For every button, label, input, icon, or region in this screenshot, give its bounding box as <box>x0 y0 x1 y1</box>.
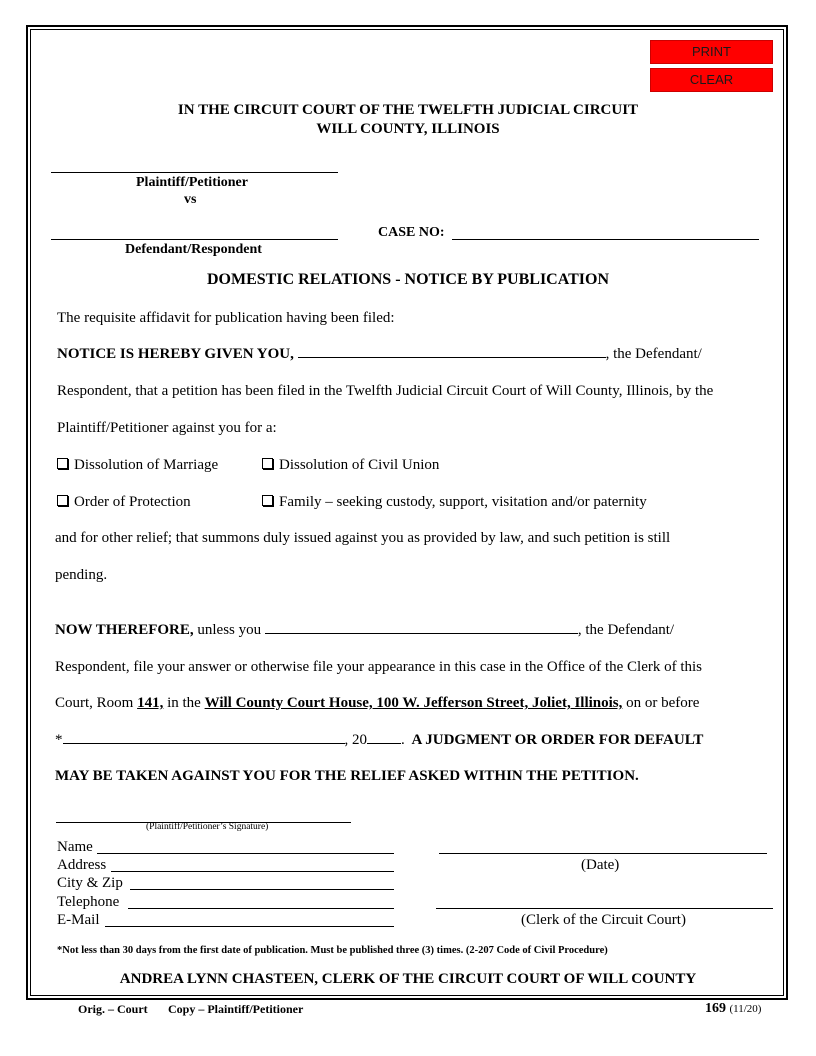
email-label: E-Mail <box>57 912 100 928</box>
name-field[interactable] <box>97 853 394 854</box>
pending-line: pending. <box>55 567 108 583</box>
defendant-label: Defendant/Respondent <box>125 242 262 257</box>
form-date: (11/20) <box>729 1003 762 1015</box>
may-be-taken-text: MAY BE TAKEN AGAINST YOU FOR THE RELIEF ASKED WITHIN THE <box>55 768 558 784</box>
telephone-label: Telephone <box>57 894 120 910</box>
deadline-line: * , 20 . A JUDGMENT OR ORDER FOR DEFAULT <box>55 732 704 748</box>
now-tail: , the Defendant/ <box>577 622 675 638</box>
form-title: DOMESTIC RELATIONS - NOTICE BY PUBLICATION <box>207 271 609 288</box>
vs-label: vs <box>184 192 197 207</box>
intro-text: The requisite affidavit for publication having been filed: <box>57 310 395 326</box>
checkbox-family[interactable] <box>262 495 273 506</box>
option-dissolution-civil-union[interactable] <box>262 457 439 474</box>
option-dissolution-marriage[interactable] <box>57 457 218 474</box>
case-no-field[interactable] <box>452 239 759 240</box>
petition-line: Respondent, that a petition has been filed in the Twelfth Judicial Circuit Court of Will County, Illinois, by the <box>57 383 714 399</box>
now-therefore-line <box>55 622 674 639</box>
court-header-line1: IN THE CIRCUIT COURT OF THE TWELFTH JUDICIAL CIRCUIT <box>177 102 639 118</box>
on-or-before: on or before <box>626 695 700 711</box>
city-zip-label: City & Zip <box>57 875 123 891</box>
court-address: Will County Court House, 100 W. Jefferson Street, Joliet, Illinois, <box>204 695 623 711</box>
print-button[interactable]: PRINT <box>650 40 773 64</box>
clear-button[interactable]: CLEAR <box>650 68 773 92</box>
option-label: Dissolution of Civil Union <box>279 457 440 473</box>
asterisk: * <box>55 732 63 748</box>
deadline-date-field[interactable] <box>63 742 345 744</box>
signature-label: (Plaintiff/Petitioner’s Signature) <box>146 822 269 832</box>
deadline-year-field[interactable] <box>367 742 401 744</box>
court-room-prefix: Court, Room <box>55 695 134 711</box>
court-header-line2: WILL COUNTY, ILLINOIS <box>316 121 500 137</box>
address-label: Address <box>57 857 107 873</box>
form-number <box>705 1001 761 1017</box>
clerk-label: (Clerk of the Circuit Court) <box>521 912 686 928</box>
clerk-signature-field[interactable] <box>436 908 773 909</box>
against-line: Plaintiff/Petitioner against you for a: <box>57 420 277 436</box>
form-number-value: 169 <box>705 1001 726 1016</box>
email-field[interactable] <box>105 926 394 927</box>
in-the-text: in the <box>167 695 201 711</box>
file-line: Respondent, file your answer or otherwise file your appearance in this case in the Office of the Clerk of this <box>55 659 703 675</box>
option-label: Family – seeking custody, support, visitation and/or paternity <box>279 494 647 510</box>
checkbox-order-protection[interactable] <box>57 495 68 506</box>
now-text: unless you <box>197 622 262 638</box>
footer-orig: Orig. – Court <box>78 1002 148 1016</box>
checkbox-dissolution-marriage[interactable] <box>57 458 68 469</box>
address-field[interactable] <box>111 871 394 872</box>
notice-line <box>57 346 702 363</box>
city-zip-field[interactable] <box>130 889 394 890</box>
judgment-bold: A JUDGMENT OR ORDER FOR DEFAULT <box>411 732 704 748</box>
option-label: Order of Protection <box>74 494 191 510</box>
option-order-protection[interactable] <box>57 494 191 511</box>
telephone-field[interactable] <box>128 908 394 909</box>
option-label: Dissolution of Marriage <box>74 457 219 473</box>
case-no-label: CASE NO: <box>378 225 445 240</box>
date-label: (Date) <box>581 857 620 873</box>
defendant-notice-field[interactable] <box>298 356 606 358</box>
relief-line: and for other relief; that summons duly issued against you as provided by law, and such petition is still <box>55 530 671 546</box>
year-prefix: , 20 <box>344 732 367 748</box>
clerk-name: ANDREA LYNN CHASTEEN, CLERK OF THE CIRCUIT COURT OF WILL COUNTY <box>119 971 697 987</box>
notice-bold: NOTICE IS HEREBY GIVEN YOU, <box>57 346 294 362</box>
plaintiff-label: Plaintiff/Petitioner <box>136 175 248 190</box>
may-be-taken-line <box>55 768 639 785</box>
notice-tail: , the Defendant/ <box>605 346 702 362</box>
plaintiff-name-field[interactable] <box>51 172 338 173</box>
footnote: *Not less than 30 days from the first date of publication. Must be published three (3) times. (2-207 Code of Civil Procedure) <box>57 945 608 956</box>
name-row <box>57 839 93 856</box>
petition-word: PETITION. <box>561 768 639 784</box>
room-number: 141, <box>137 695 164 711</box>
courtroom-line <box>55 695 699 712</box>
defendant-now-field[interactable] <box>265 632 578 634</box>
name-label: Name <box>57 839 93 855</box>
defendant-name-field[interactable] <box>51 239 338 240</box>
date-field[interactable] <box>439 853 767 854</box>
now-therefore-bold: NOW THEREFORE, <box>55 622 194 638</box>
footer-copy: Copy – Plaintiff/Petitioner <box>168 1002 304 1016</box>
checkbox-dissolution-civil-union[interactable] <box>262 458 273 469</box>
option-family[interactable] <box>262 494 647 511</box>
